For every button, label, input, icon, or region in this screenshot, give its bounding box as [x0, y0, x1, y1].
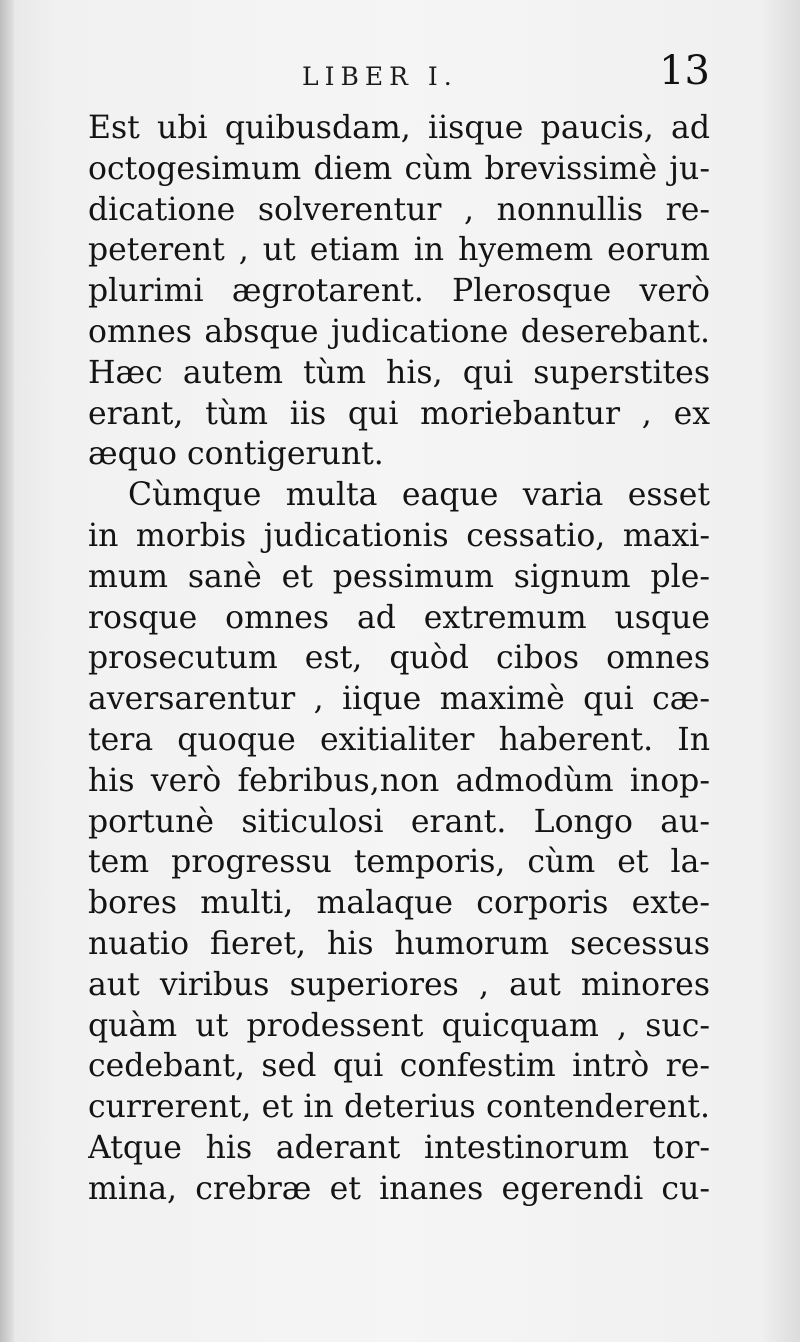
- text-line: Hæc autem tùm his, qui superstites: [88, 354, 710, 391]
- text-line: mina, crebræ et inanes egerendi cu-: [88, 1170, 710, 1207]
- text-line: tera quoque exitialiter haberent. In: [88, 721, 710, 758]
- body-text: [88, 108, 710, 1210]
- text-line: mum sanè et pessimum signum ple-: [88, 558, 710, 595]
- text-line: tem progressu temporis, cùm et la-: [88, 844, 710, 881]
- text-line: prosecutum est, quòd cibos omnes: [88, 640, 710, 677]
- text-line: cedebant, sed qui confestim intrò re-: [88, 1048, 710, 1085]
- text-line: Atque his aderant intestinorum tor-: [88, 1129, 710, 1166]
- text-line: aut viribus superiores , aut minores: [88, 966, 710, 1003]
- text-line: Est ubi quibusdam, iisque paucis, ad: [88, 110, 710, 146]
- text-line: rosque omnes ad extremum usque: [88, 599, 710, 636]
- text-line: aversarentur , iique maximè qui cæ-: [88, 681, 710, 718]
- text-line: æquo contigerunt.: [88, 436, 384, 473]
- text-line: bores multi, malaque corporis exte-: [88, 885, 710, 922]
- text-line: currerent, et in deterius contenderent.: [88, 1089, 710, 1126]
- text-line: plurimi ægrotarent. Plerosque verò: [88, 273, 710, 310]
- page-header: [88, 46, 710, 106]
- paragraph: [88, 108, 710, 475]
- text-line: omnes absque judicatione deserebant.: [88, 313, 710, 350]
- page-number: 13: [659, 48, 710, 94]
- text-line: in morbis judicationis cessatio, maxi-: [88, 517, 710, 554]
- running-head: LIBER I.: [302, 62, 458, 91]
- text-line: octogesimum diem cùm brevissimè ju-: [88, 150, 710, 187]
- text-line: quàm ut prodessent quicquam , suc-: [88, 1007, 710, 1044]
- text-line: dicatione solverentur , nonnullis re-: [88, 191, 710, 228]
- paragraph: [88, 475, 710, 1209]
- text-line: Cùmque multa eaque varia esset: [128, 477, 710, 514]
- text-line: nuatio fieret, his humorum secessus: [88, 925, 710, 962]
- text-line: erant, tùm iis qui moriebantur , ex: [88, 395, 710, 432]
- text-line: his verò febribus,non admodùm inop-: [88, 762, 710, 799]
- text-line: portunè siticulosi erant. Longo au-: [88, 803, 710, 840]
- text-line: peterent , ut etiam in hyemem eorum: [88, 232, 710, 269]
